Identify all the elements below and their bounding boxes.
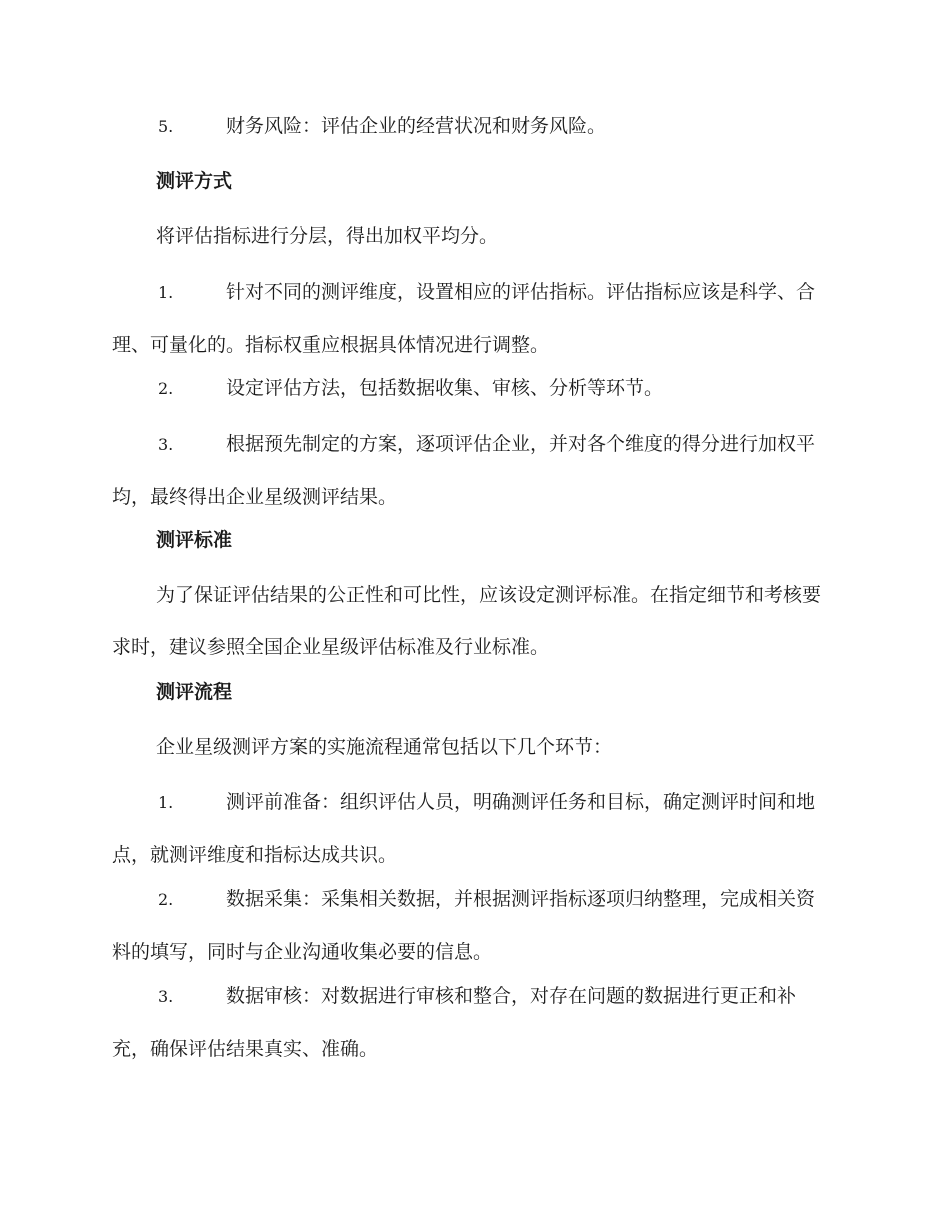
list-item-text: 根据预先制定的方案，逐项评估企业，并对各个维度的得分进行加权平均，最终得出企业星级测评结果。 [112, 433, 816, 508]
list-item [112, 362, 832, 415]
list-item-text: 设定评估方法，包括数据收集、审核、分析等环节。 [226, 377, 664, 399]
paragraph: 企业星级测评方案的实施流程通常包括以下几个环节： [156, 736, 613, 758]
list-item-number: 1. [158, 793, 174, 812]
list-item-number: 5. [158, 117, 174, 136]
list-item [112, 873, 832, 978]
list-item-number: 2. [158, 890, 174, 909]
paragraph: 将评估指标进行分层，得出加权平均分。 [156, 225, 499, 247]
list-item [112, 100, 832, 153]
list-item-text: 数据审核：对数据进行审核和整合，对存在问题的数据进行更正和补充，确保评估结果真实、准确。 [112, 985, 797, 1060]
list-item [112, 776, 832, 881]
list-item-number: 2. [158, 379, 174, 398]
list-item-text: 针对不同的测评维度，设置相应的评估指标。评估指标应该是科学、合理、可量化的。指标权重应根据具体情况进行调整。 [112, 281, 816, 356]
section-heading-method: 测评方式 [156, 170, 233, 192]
paragraph: 为了保证评估结果的公正性和可比性，应该设定测评标准。在指定细节和考核要求时，建议参照全国企业星级评估标准及行业标准。 [112, 584, 822, 658]
list-item [112, 266, 832, 371]
list-item-text: 测评前准备：组织评估人员，明确测评任务和目标，确定测评时间和地点，就测评维度和指标达成共识。 [112, 791, 816, 866]
list-item-number: 3. [158, 987, 174, 1006]
list-item [112, 970, 832, 1075]
list-item-number: 3. [158, 435, 174, 454]
list-item [112, 418, 832, 523]
list-item-text: 财务风险：评估企业的经营状况和财务风险。 [226, 115, 607, 137]
section-heading-process: 测评流程 [156, 681, 233, 703]
list-item-text: 数据采集：采集相关数据，并根据测评指标逐项归纳整理，完成相关资料的填写，同时与企业沟通收集必要的信息。 [112, 888, 816, 963]
section-heading-standard: 测评标准 [156, 529, 233, 551]
list-item-number: 1. [158, 283, 174, 302]
